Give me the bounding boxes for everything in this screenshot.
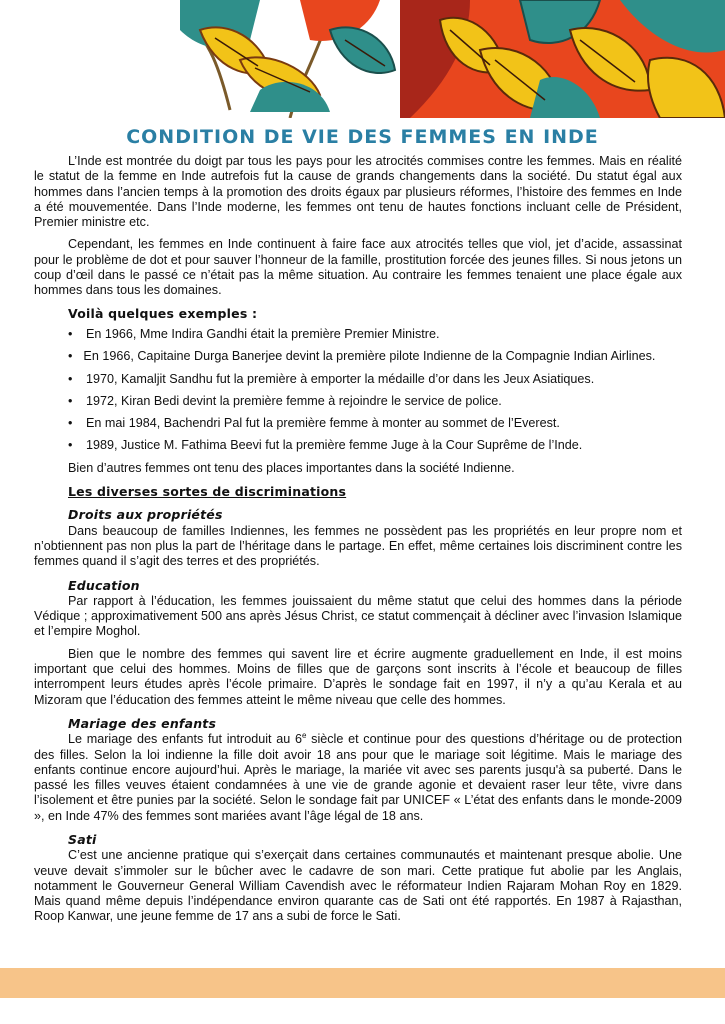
bullet-icon: •	[68, 393, 73, 408]
article-body	[34, 154, 682, 932]
list-item	[34, 372, 682, 387]
list-item	[34, 327, 682, 342]
list-item	[34, 416, 682, 431]
list-item	[34, 394, 682, 409]
footer-bar	[0, 968, 725, 998]
list-item-text: En 1966, Capitaine Durga Banerjee devint la première pilote Indienne de la Compagnie Indian Airlines.	[83, 349, 656, 364]
property-paragraph: Dans beaucoup de familles Indiennes, les femmes ne possèdent pas les propriétés en leur propre nom et n’obtiennent pas non plus la part de l’héritage dans le partage. En effet, même certaines lois discriminent contre les femmes quand il s’agit des terres et des propriétés.	[34, 523, 682, 569]
education-paragraph-1: Par rapport à l’éducation, les femmes jouissaient du même statut que celui des hommes dans la période Védique ; approximativement 500 ans après Jésus Christ, ce statut commençait à décliner avec l’invasion Islamique et l’empire Moghol.	[34, 593, 682, 639]
intro-paragraph-2: Cependant, les femmes en Inde continuent à faire face aux atrocités telles que viol, jet d’acide, assassinat pour le problème de dot et pour sauver l’honneur de la famille, prostitution forcée des jeunes filles. Si nous jetons un coup d’œil dans le passé ce n’était pas la même situation. Au contraire les femmes tenaient une place égale aux hommes dans tous les domaines.	[34, 237, 682, 298]
bullet-icon: •	[68, 349, 73, 364]
list-item-text: 1970, Kamaljit Sandhu fut la première à emporter la médaille d’or dans les Jeux Asiatiques.	[86, 371, 595, 386]
property-heading: Droits aux propriétés	[68, 507, 223, 523]
examples-closing: Bien d’autres femmes ont tenu des places importantes dans la société Indienne.	[68, 460, 515, 475]
sati-paragraph: C’est une ancienne pratique qui s’exerçait dans certaines communautés et maintenant presque abolie. Une veuve devait s’immoler sur le bûcher avec le cadavre de son mari. Cette pratique fut abolie par les Anglais, notamment le Gouverneur General William Cavendish avec le réformateur Indien Rajaram Mohan Roy en 1829. Mais quand même depuis l’indépendance environ quarante cas de Sati ont été rapportés. En 1987 à Rajasthan, Roop Kanwar, une jeune femme de 17 ans a subi de force le Sati.	[34, 848, 682, 924]
floral-artwork-icon	[0, 0, 725, 118]
list-item-text: En 1966, Mme Indira Gandhi était la première Premier Ministre.	[86, 326, 440, 341]
header-banner	[0, 0, 725, 118]
education-heading: Education	[68, 577, 140, 593]
bullet-icon: •	[68, 438, 73, 453]
list-item-text: 1989, Justice M. Fathima Beevi fut la première femme Juge à la Cour Suprême de l’Inde.	[86, 438, 583, 453]
intro-paragraph-1: L’Inde est montrée du doigt par tous les pays pour les atrocités commises contre les femmes. Mais en réalité le statut de la femme en Inde autrefois fut la cause de grands changements dans la société. Du statut égal aux hommes dans l’ancien temps à la promotion des droits égaux par plusieurs réformes, l’histoire des femmes en Inde a été mouvementée. Dans l’Inde moderne, les femmes ont tenu de hautes fonctions incluant celle de Président, Premier ministre etc.	[34, 154, 682, 230]
child-marriage-paragraph	[34, 732, 682, 824]
list-item-text: 1972, Kiran Bedi devint la première femme à rejoindre le service de police.	[86, 393, 502, 408]
discrimination-heading: Les diverses sortes de discriminations	[68, 484, 347, 500]
bullet-icon: •	[68, 371, 73, 386]
child-marriage-text-b: siècle et continue pour des questions d’héritage ou de protection des filles. Selon la loi indienne la fille doit avoir 18 ans pour que le mariage soit légitime. Mais le mariage des enfants continue encore aujourd’hui. Après le mariage, la mariée vit avec ses parents jusqu'à sa puberté. Dans le passé les filles veuves étaient condamnées à une vie de grande agonie et devaient raser leur tête, vivre dans l’isolement et être punies par la société. Selon le sondage fait par UNICEF « L’état des enfants dans le monde-2009 », en Inde 47% des femmes sont mariées avant l’âge légal de 18 ans.	[34, 732, 682, 823]
list-item	[34, 438, 682, 453]
examples-list	[34, 327, 682, 454]
child-marriage-heading: Mariage des enfants	[68, 715, 217, 731]
education-paragraph-2: Bien que le nombre des femmes qui savent lire et écrire augmente graduellement en Inde, il est moins important que celui des hommes. Moins de filles que de garçons sont inscrits à l’école et beaucoup de filles interrompent leurs études après l’école primaire. D’après le sondage fait en 1997, il n’y a qu’au Kerala et au Mizoram que l’éducation des femmes atteint le même niveau que celle des hommes.	[34, 646, 682, 707]
examples-heading: Voilà quelques exemples :	[68, 305, 258, 321]
bullet-icon: •	[68, 326, 73, 341]
sati-heading: Sati	[68, 831, 97, 847]
superscript: e	[301, 731, 307, 741]
page-title: CONDITION DE VIE DES FEMMES EN INDE	[126, 126, 599, 148]
list-item-text: En mai 1984, Bachendri Pal fut la première femme à monter au sommet de l’Everest.	[86, 416, 560, 431]
child-marriage-text-a: Le mariage des enfants fut introduit au 6	[68, 732, 302, 747]
list-item	[34, 349, 682, 364]
bullet-icon: •	[68, 416, 73, 431]
